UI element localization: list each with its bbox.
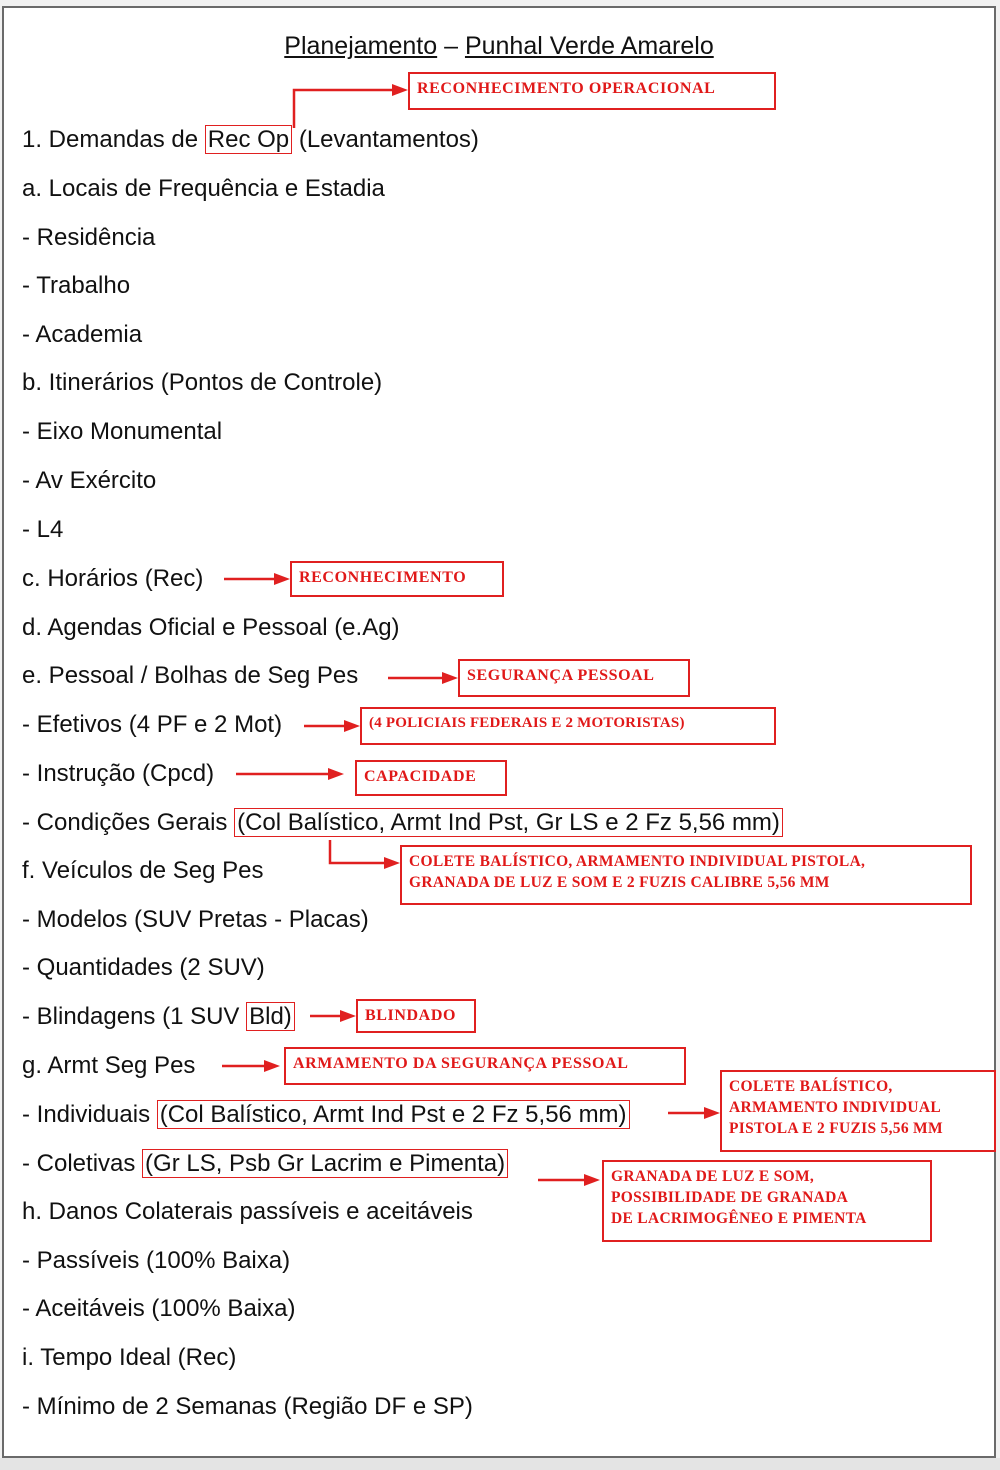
- line-demandas-pre: 1. Demandas de: [22, 126, 205, 153]
- annotation-policiais: (4 POLICIAIS FEDERAIS E 2 MOTORISTAS): [360, 707, 776, 745]
- line-individuais-pre: - Individuais: [22, 1101, 157, 1128]
- arrowhead-horarios: [274, 573, 290, 585]
- boxed-individuais: (Col Balístico, Armt Ind Pst e 2 Fz 5,56 mm): [157, 1100, 630, 1129]
- line-modelos: - Modelos (SUV Pretas - Placas): [22, 906, 369, 933]
- line-danos: h. Danos Colaterais passíveis e aceitáveis: [22, 1198, 473, 1225]
- line-pessoal: e. Pessoal / Bolhas de Seg Pes: [22, 662, 359, 689]
- arrowhead-pessoal: [442, 672, 458, 684]
- line-armt-seg-pes: g. Armt Seg Pes: [22, 1052, 196, 1079]
- line-academia: - Academia: [22, 321, 143, 348]
- line-condicoes-pre: - Condições Gerais: [22, 809, 235, 836]
- title-part1: Planejamento: [284, 32, 438, 60]
- annotation-granada-line1: GRANADA DE LUZ E SOM,: [611, 1168, 815, 1185]
- line-instrucao: - Instrução (Cpcd): [22, 760, 215, 787]
- line-trabalho: - Trabalho: [22, 272, 131, 299]
- line-veiculos: f. Veículos de Seg Pes: [22, 857, 264, 884]
- line-minimo: - Mínimo de 2 Semanas (Região DF e SP): [22, 1393, 473, 1420]
- arrowhead-efetivos: [344, 720, 360, 732]
- annotation-colete-individuais-line3: PISTOLA E 2 FUZIS 5,56 MM: [729, 1120, 943, 1137]
- boxed-coletivas: (Gr LS, Psb Gr Lacrim e Pimenta): [142, 1149, 508, 1178]
- title-separator: –: [437, 32, 465, 60]
- annotation-reconhecimento-operacional: RECONHECIMENTO OPERACIONAL: [408, 72, 776, 110]
- annotation-colete-condicoes-line1: COLETE BALÍSTICO, ARMAMENTO INDIVIDUAL PISTOLA,: [409, 853, 866, 870]
- arrow-condicoes: [330, 840, 386, 863]
- arrowhead-condicoes: [384, 857, 400, 869]
- line-efetivos: - Efetivos (4 PF e 2 Mot): [22, 711, 283, 738]
- line-quantidades: - Quantidades (2 SUV): [22, 954, 265, 981]
- annotation-reconhecimento: RECONHECIMENTO: [290, 561, 504, 597]
- arrowhead-armt-seg-pes: [264, 1060, 280, 1072]
- line-tempo-ideal: i. Tempo Ideal (Rec): [22, 1344, 237, 1371]
- arrowhead-rec-op: [392, 84, 408, 96]
- arrow-rec-op: [294, 90, 394, 128]
- boxed-condicoes: (Col Balístico, Armt Ind Pst, Gr LS e 2 Fz 5,56 mm): [234, 808, 783, 837]
- annotation-colete-individuais-line1: COLETE BALÍSTICO,: [729, 1078, 893, 1095]
- line-passiveis: - Passíveis (100% Baixa): [22, 1247, 291, 1274]
- line-residencia: - Residência: [22, 224, 156, 251]
- bottom-page-edge: [0, 1458, 1000, 1470]
- annotation-colete-condicoes-line2: GRANADA DE LUZ E SOM E 2 FUZIS CALIBRE 5,56 MM: [409, 874, 830, 891]
- line-locais: a. Locais de Frequência e Estadia: [22, 175, 385, 202]
- line-av-exercito: - Av Exército: [22, 467, 157, 494]
- annotation-granada: [602, 1160, 932, 1242]
- annotation-blindado: BLINDADO: [356, 999, 476, 1033]
- line-agendas: d. Agendas Oficial e Pessoal (e.Ag): [22, 614, 400, 641]
- line-demandas-post: (Levantamentos): [292, 126, 479, 153]
- annotation-armamento-seguranca: ARMAMENTO DA SEGURANÇA PESSOAL: [284, 1047, 686, 1085]
- annotation-capacidade: CAPACIDADE: [355, 760, 507, 796]
- annotation-granada-line2: POSSIBILIDADE DE GRANADA: [611, 1189, 849, 1206]
- line-itinerarios: b. Itinerários (Pontos de Controle): [22, 369, 383, 396]
- line-coletivas-pre: - Coletivas: [22, 1150, 143, 1177]
- line-eixo-monumental: - Eixo Monumental: [22, 418, 223, 445]
- arrowhead-coletivas: [584, 1174, 600, 1186]
- arrowhead-instrucao: [328, 768, 344, 780]
- arrowhead-individuais: [704, 1107, 720, 1119]
- annotation-seguranca-pessoal: SEGURANÇA PESSOAL: [458, 659, 690, 697]
- line-blindagens-pre: - Blindagens (1 SUV: [22, 1003, 247, 1030]
- boxed-bld: Bld): [246, 1002, 295, 1031]
- arrowhead-blindagens: [340, 1010, 356, 1022]
- annotation-colete-individuais-line2: ARMAMENTO INDIVIDUAL: [729, 1099, 941, 1116]
- line-aceitaveis: - Aceitáveis (100% Baixa): [22, 1295, 296, 1322]
- annotation-granada-line3: DE LACRIMOGÊNEO E PIMENTA: [611, 1210, 867, 1227]
- annotation-colete-individuais: [720, 1070, 996, 1152]
- line-l4: - L4: [22, 516, 64, 543]
- line-horarios: c. Horários (Rec): [22, 565, 204, 592]
- boxed-rec-op: Rec Op: [205, 125, 292, 154]
- title-part2: Punhal Verde Amarelo: [464, 32, 714, 60]
- annotation-colete-condicoes: [400, 845, 972, 905]
